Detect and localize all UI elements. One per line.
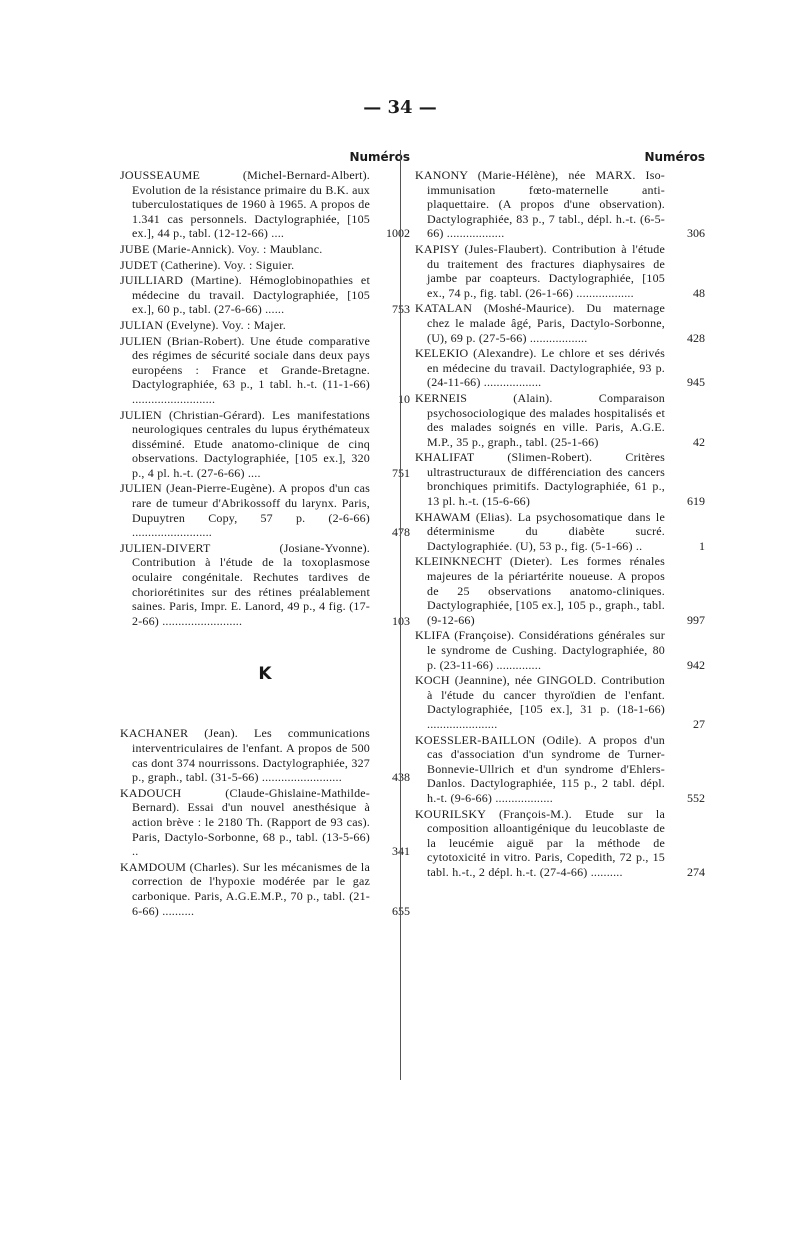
entry-number: 997 bbox=[687, 612, 705, 627]
entry-text: KHALIFAT (Slimen-Robert). Critères ultrastructuraux de différenciation des cancers bronchiques primitifs. Dactylographiée, 61 p., 13 pl. h.-t. (15-6-66) bbox=[415, 450, 665, 509]
entry-number: 751 bbox=[392, 465, 410, 480]
entry-number: 306 bbox=[687, 226, 705, 241]
entry-text: JUDET (Catherine). Voy. : Siguier. bbox=[120, 257, 295, 272]
entry-number: 753 bbox=[392, 302, 410, 317]
entry-list bbox=[120, 726, 410, 918]
entry-number: 1 bbox=[699, 538, 705, 553]
entry-number: 945 bbox=[687, 375, 705, 390]
entry-text: KHAWAM (Elias). La psychosomatique dans le déterminisme du diabète sucré. Dactylographiée. (U), 53 p., fig. (5-1-66) .. bbox=[415, 509, 665, 553]
page-number: — 34 — bbox=[363, 97, 437, 118]
entry-number: 428 bbox=[687, 330, 705, 345]
column-header: Numéros bbox=[644, 150, 705, 164]
entry-number: 438 bbox=[392, 770, 410, 785]
entry-number: 552 bbox=[687, 790, 705, 805]
index-entry bbox=[415, 807, 705, 880]
section-letter: K bbox=[258, 664, 272, 685]
entry-text: KERNEIS (Alain). Comparaison psychosociologique des malades hospitalisés et des malades soignés en ville. Paris, A.G.E. M.P., 35 p., graph., tabl. (25-1-66) bbox=[415, 390, 665, 449]
index-entry bbox=[415, 391, 705, 449]
entry-text: KOCH (Jeannine), née GINGOLD. Contribution à l'étude du cancer thyroïdien de l'enfant. Dactylographiée, [105 ex.], 31 p. (18-1-66) ...................... bbox=[415, 673, 665, 731]
index-entry bbox=[415, 346, 705, 390]
entry-number: 48 bbox=[693, 285, 705, 300]
index-entry bbox=[120, 168, 410, 241]
entry-text: KLIFA (Françoise). Considérations générales sur le syndrome de Cushing. Dactylographiée, 80 p. (23-11-66) .............. bbox=[415, 628, 665, 672]
entry-text: JULIEN (Jean-Pierre-Eugène). A propos d'un cas rare de tumeur d'Abrikossoff du larynx. Paris, Dupuytren Copy, 57 p. (2-6-66) ......................... bbox=[120, 481, 370, 540]
entry-list bbox=[415, 168, 705, 880]
index-entry bbox=[120, 860, 410, 918]
index-entry bbox=[120, 273, 410, 317]
index-entry bbox=[415, 168, 705, 241]
entry-text: JUBE (Marie-Annick). Voy. : Maublanc. bbox=[120, 241, 323, 256]
entry-text: JOUSSEAUME (Michel-Bernard-Albert). Evolution de la résistance primaire du B.K. aux tuberculostatiques de 1960 à 1965. A propos de 1.341 cas personnels. Dactylographiée, [105 ex.], 44 p., tabl. (12-12-66) .... bbox=[120, 168, 370, 241]
entry-number: 619 bbox=[687, 494, 705, 509]
entry-number: 27 bbox=[693, 716, 705, 731]
index-entry bbox=[120, 242, 410, 257]
entry-text: KAPISY (Jules-Flaubert). Contribution à l'étude du traitement des fractures diaphysaires de jambe par coapteurs. Dactylographiée, [105 ex., 74 p., fig. tabl. (26-1-66) .................. bbox=[415, 241, 665, 300]
entry-text: KELEKIO (Alexandre). Le chlore et ses dérivés en médecine du travail. Dactylographiée, 93 p. (24-11-66) .................. bbox=[415, 346, 665, 390]
index-entry bbox=[415, 450, 705, 508]
index-entry bbox=[415, 673, 705, 731]
entry-text: KANONY (Marie-Hélène), née MARX. Iso-immunisation fœto-maternelle anti-plaquettaire. (A propos d'une observation). Dactylographiée, 83 p., 7 tabl., dépl. h.-t. (6-5-66) .................. bbox=[415, 168, 665, 241]
entry-number: 103 bbox=[392, 613, 410, 628]
index-entry bbox=[120, 541, 410, 629]
entry-text: KAMDOUM (Charles). Sur les mécanismes de la correction de l'hypoxie modérée par le gaz carbonique. Paris, A.G.E.M.P., 70 p., tabl. (21-6-66) .......... bbox=[120, 859, 370, 918]
entry-number: 1002 bbox=[386, 226, 410, 241]
entry-text: KACHANER (Jean). Les communications interventriculaires de l'enfant. A propos de 500 cas dont 374 nourrissons. Dactylographiée, 327 p., graph., tabl. (31-5-66) ......................... bbox=[120, 726, 370, 785]
index-entry bbox=[415, 733, 705, 806]
index-entry bbox=[120, 481, 410, 539]
index-entry bbox=[120, 726, 410, 784]
column-divider bbox=[400, 150, 401, 1080]
index-entry bbox=[415, 554, 705, 627]
index-entry bbox=[120, 786, 410, 859]
entry-text: KLEINKNECHT (Dieter). Les formes rénales majeures de la périartérite noueuse. A propos de 25 observations anatomo-cliniques. Dactylographiée, [105 ex.], 105 p., graph., tabl. (9-12-66) bbox=[415, 554, 665, 627]
entry-text: JULIEN (Brian-Robert). Une étude comparative des régimes de sécurité sociale dans deux pays européens : France et Grande-Bretagne. Dactylographiée, 63 p., 1 tabl. h.-t. (11-1-66) .......................... bbox=[120, 333, 370, 406]
entry-text: JULIEN-DIVERT (Josiane-Yvonne). Contribution à l'étude de la toxoplasmose oculaire congénitale. Rechutes tardives de choriorétinites sur des rétines préalablement saines. Paris, Impr. E. Lanord, 49 p., 4 fig. (17-2-66) ......................... bbox=[120, 540, 370, 628]
index-entry bbox=[415, 301, 705, 345]
index-entry bbox=[120, 408, 410, 481]
entry-number: 942 bbox=[687, 657, 705, 672]
entry-number: 655 bbox=[392, 903, 410, 918]
entry-text: KOURILSKY (François-M.). Etude sur la composition alloantigénique du leucoblaste de la leucémie aiguë par la méthode de cytotoxicité in vitro. Paris, Copedith, 72 p., 15 tabl. h.-t., 2 dépl. h.-t. (27-4-66) .......... bbox=[415, 806, 665, 879]
entry-number: 274 bbox=[687, 864, 705, 879]
entry-text: KATALAN (Moshé-Maurice). Du maternage chez le malade âgé, Paris, Dactylo-Sorbonne, (U), 69 p. (27-5-66) .................. bbox=[415, 301, 665, 345]
index-entry bbox=[120, 258, 410, 273]
right-column bbox=[415, 150, 705, 881]
index-entry bbox=[120, 334, 410, 407]
column-header: Numéros bbox=[349, 150, 410, 164]
left-column bbox=[120, 150, 410, 919]
entry-text: JULIAN (Evelyne). Voy. : Majer. bbox=[120, 317, 286, 332]
index-entry bbox=[120, 318, 410, 333]
entry-number: 478 bbox=[392, 525, 410, 540]
index-entry bbox=[415, 242, 705, 300]
entry-number: 10 bbox=[398, 391, 410, 406]
index-entry bbox=[415, 628, 705, 672]
entry-list bbox=[120, 168, 410, 628]
index-entry bbox=[415, 510, 705, 554]
entry-number: 341 bbox=[392, 844, 410, 859]
entry-text: JULIEN (Christian-Gérard). Les manifestations neurologiques centrales du lupus érythémateux disséminé. Etude anatomo-clinique de cinq observations. Dactylographiée, [105 ex.], 320 p., 4 pl. h.-t. (27-6-66) .... bbox=[120, 407, 370, 480]
entry-number: 42 bbox=[693, 434, 705, 449]
entry-text: KOESSLER-BAILLON (Odile). A propos d'un cas d'association d'un syndrome de Turner-Bonnevie-Ullrich et d'un syndrome d'Ehlers-Danlos. Dactylographiée, 115 p., 2 tabl. dépl. h.-t. (9-6-66) .................. bbox=[415, 732, 665, 805]
entry-text: KADOUCH (Claude-Ghislaine-Mathilde-Bernard). Essai d'un nouvel anesthésique à action brève : le 2180 Th. (Rapport de 93 cas). Paris, Dactylo-Sorbonne, 68 p., tabl. (13-5-66) .. bbox=[120, 785, 370, 859]
entry-text: JUILLIARD (Martine). Hémoglobinopathies et médecine du travail. Dactylographiée, [105 ex.], 60 p., tabl. (27-6-66) ...... bbox=[120, 273, 370, 317]
